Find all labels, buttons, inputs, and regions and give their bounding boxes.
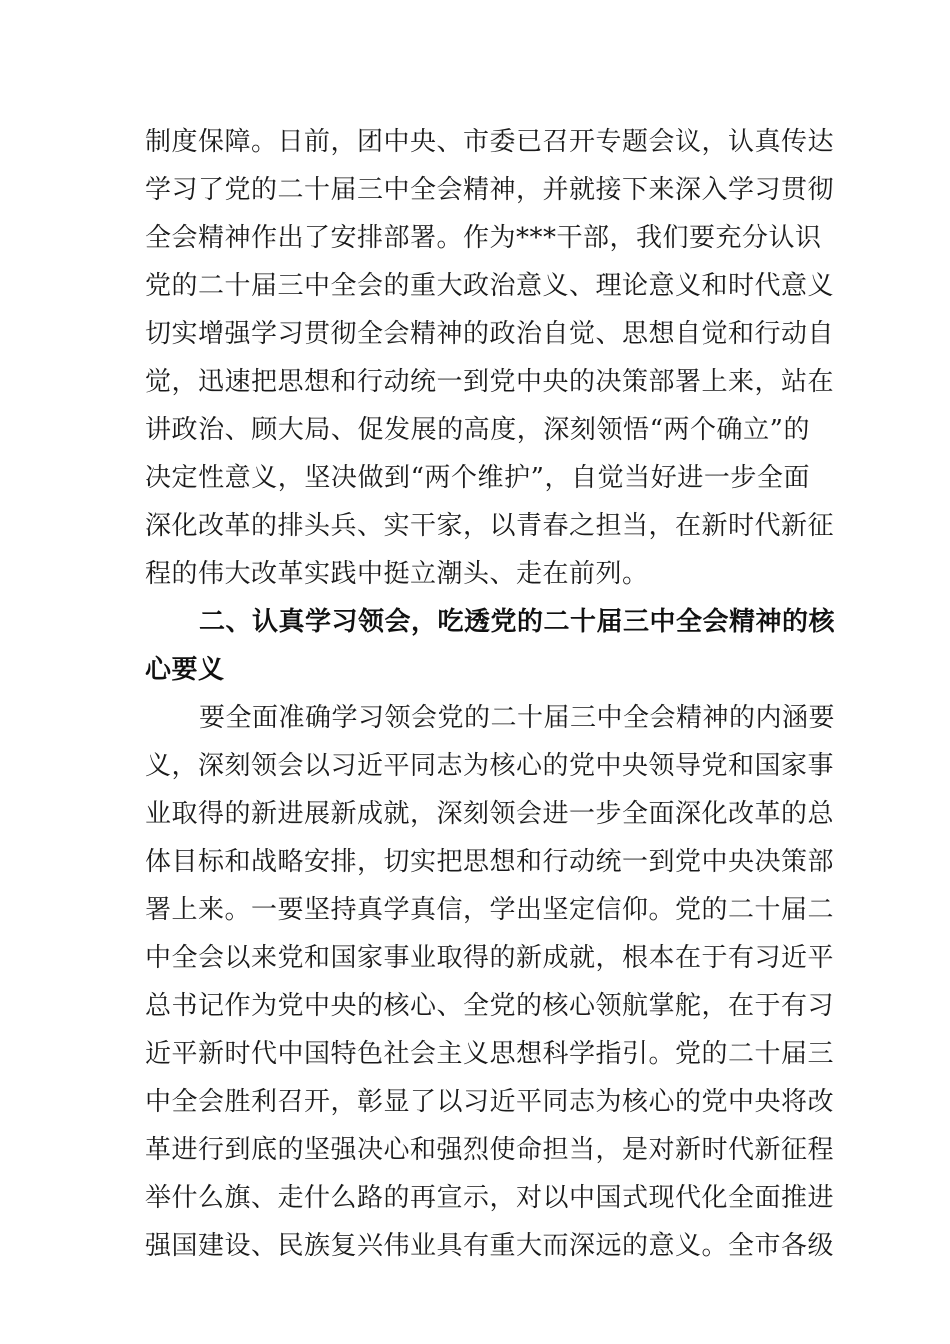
text-line: 决定性意义，坚决做到“两个维护”，自觉当好进一步全面 [145,463,810,493]
text-line: 近平新时代中国特色社会主义思想科学指引。党的二十届三 [145,1039,835,1069]
text-line: 学习了党的二十届三中全会精神，并就接下来深入学习贯彻 [145,175,835,205]
paragraph-1 [145,118,835,598]
text-line: 要全面准确学习领会党的二十届三中全会精神的内涵要 [199,703,836,733]
text-line: 署上来。一要坚持真学真信，学出坚定信仰。党的二十届二 [145,895,835,925]
text-line: 义，深刻领会以习近平同志为核心的党中央领导党和国家事 [145,751,835,781]
section-heading [145,598,836,694]
text-line: 强国建设、民族复兴伟业具有重大而深远的意义。全市各级 [145,1231,835,1261]
heading-line: 心要义 [145,655,225,685]
text-line: 切实增强学习贯彻全会精神的政治自觉、思想自觉和行动自 [145,319,835,349]
text-line: 业取得的新进展新成就，深刻领会进一步全面深化改革的总 [145,799,835,829]
heading-line: 二、认真学习领会，吃透党的二十届三中全会精神的核 [199,607,836,637]
text-line: 讲政治、顾大局、促发展的高度，深刻领悟“两个确立”的 [145,415,810,445]
text-line: 觉，迅速把思想和行动统一到党中央的决策部署上来，站在 [145,367,835,397]
text-line: 革进行到底的坚强决心和强烈使命担当，是对新时代新征程 [145,1135,835,1165]
text-line: 举什么旗、走什么路的再宣示，对以中国式现代化全面推进 [145,1183,835,1213]
text-line: 深化改革的排头兵、实干家，以青春之担当，在新时代新征 [145,511,835,541]
text-line: 制度保障。日前，团中央、市委已召开专题会议，认真传达 [145,127,835,157]
text-line: 体目标和战略安排，切实把思想和行动统一到党中央决策部 [145,847,835,877]
text-line: 中全会胜利召开，彰显了以习近平同志为核心的党中央将改 [145,1087,835,1117]
paragraph-2 [145,694,836,1270]
text-line: 程的伟大改革实践中挺立潮头、走在前列。 [145,559,649,589]
text-line: 全会精神作出了安排部署。作为***干部，我们要充分认识 [145,223,822,253]
text-line: 中全会以来党和国家事业取得的新成就，根本在于有习近平 [145,943,835,973]
text-line: 总书记作为党中央的核心、全党的核心领航掌舵，在于有习 [145,991,835,1021]
text-line: 党的二十届三中全会的重大政治意义、理论意义和时代意义 [145,271,835,301]
document-body [145,118,836,1270]
